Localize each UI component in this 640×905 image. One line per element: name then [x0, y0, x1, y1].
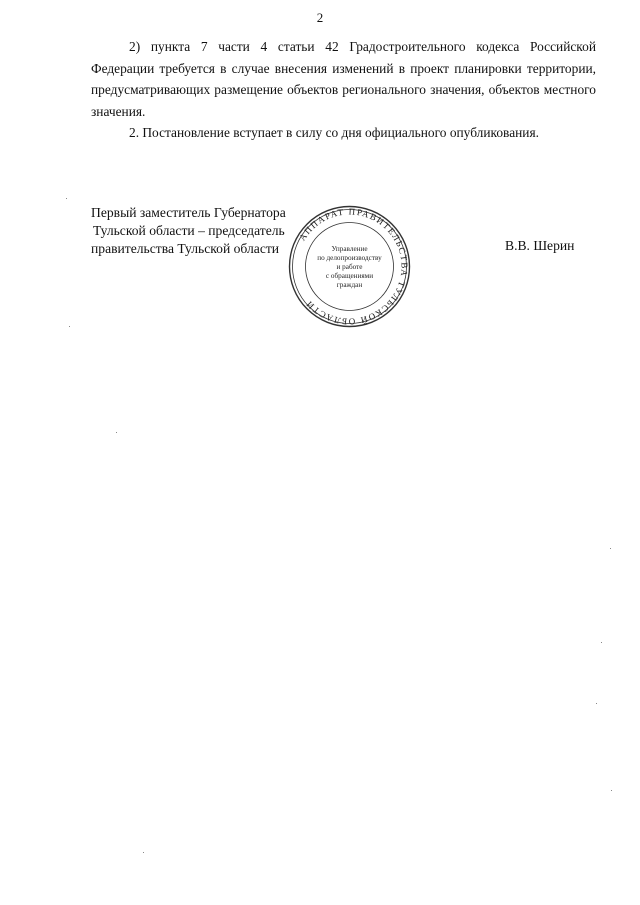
svg-text:и работе: и работе — [336, 263, 363, 271]
signatory-position-line-1: Первый заместитель Губернатора — [91, 205, 286, 220]
paragraph-item-2: 2) пункта 7 части 4 статьи 42 Градостроительного кодекса Российской Федерации требуется в случае внесения изменений в проект планировки территории, предусматривающих размещение объектов регионального значения, объектов местного значения. — [91, 39, 596, 119]
official-seal-stamp — [287, 204, 412, 329]
scan-speck — [143, 852, 144, 853]
svg-text:по делопроизводству: по делопроизводству — [317, 254, 382, 262]
svg-text:Управление: Управление — [331, 245, 368, 253]
scan-speck — [116, 432, 117, 433]
signatory-position-line-3: правительства Тульской области — [91, 241, 280, 256]
document-body — [91, 36, 596, 144]
page-number: 2 — [316, 10, 324, 25]
scan-speck — [611, 790, 612, 791]
scan-speck — [601, 642, 602, 643]
svg-text:граждан: граждан — [336, 281, 363, 289]
scan-speck — [66, 198, 67, 199]
svg-text:АППАРАТ ПРАВИТЕЛЬСТВА ТУЛЬСКОЙ: АППАРАТ ПРАВИТЕЛЬСТВА ТУЛЬСКОЙ ОБЛАСТИ — [297, 206, 410, 327]
scan-speck — [610, 548, 611, 549]
signatory-name: В.В. Шерин — [505, 238, 575, 253]
scan-speck — [69, 326, 70, 327]
signatory-position-line-2: Тульской области – председатель — [93, 223, 285, 238]
paragraph-entry-into-force: 2. Постановление вступает в силу со дня официального опубликования. — [129, 125, 539, 140]
svg-text:с обращениями: с обращениями — [325, 272, 374, 280]
scan-speck — [596, 703, 597, 704]
